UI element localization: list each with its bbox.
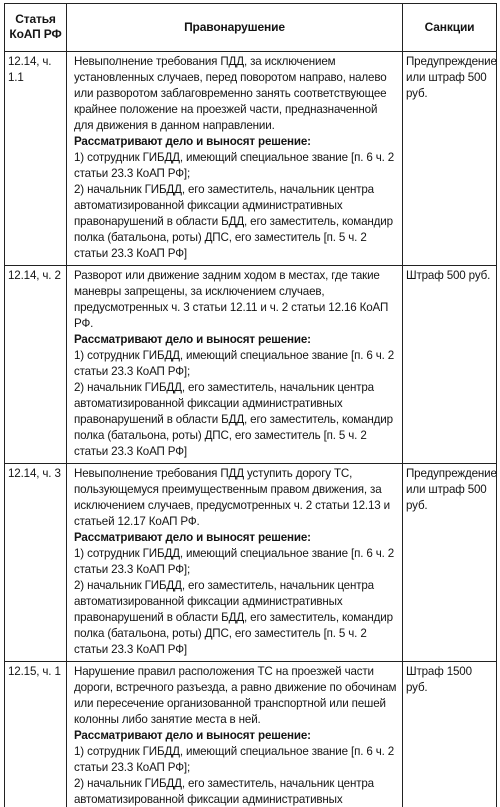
header-article: Статья КоАП РФ	[5, 4, 67, 52]
offense-description: Нарушение правил расположения ТС на проезжей части дороги, встречного разъезда, а равно движение по обочинам или пересечение организованной транспортной или пешей колонны либо занятие места в ней.	[74, 665, 397, 726]
article-cell: 12.14, ч. 2	[5, 266, 67, 464]
sanction-cell: Штраф 500 руб.	[403, 266, 497, 464]
table-row	[5, 464, 497, 662]
offenses-table	[4, 3, 497, 807]
decision-item-2: 2) начальник ГИБДД, его заместитель, начальник центра автоматизированной фиксации административных правонарушений в области БДД, его заместитель, командир полка (батальона, роты) ДПС, его заместитель [п. 5 ч. 2 статьи 23.3 КоАП РФ]	[74, 381, 393, 458]
sanction-cell: Предупреждение или штраф 500 руб.	[403, 52, 497, 266]
offense-cell	[67, 662, 403, 807]
offense-description: Разворот или движение задним ходом в местах, где такие маневры запрещены, за исключением случаев, предусмотренных ч. 3 статьи 12.11 и ч. 2 статьи 12.16 КоАП РФ.	[74, 269, 389, 330]
offense-description: Невыполнение требования ПДД уступить дорогу ТС, пользующемуся преимущественным правом движения, за исключением случаев, предусмотренных ч. 2 статьи 12.13 и статьей 12.17 КоАП РФ.	[74, 467, 390, 528]
article-cell: 12.14, ч. 3	[5, 464, 67, 662]
sanction-cell: Штраф 1500 руб.	[403, 662, 497, 807]
table-row	[5, 52, 497, 266]
decision-item-1: 1) сотрудник ГИБДД, имеющий специальное звание [п. 6 ч. 2 статьи 23.3 КоАП РФ];	[74, 151, 395, 180]
decision-item-1: 1) сотрудник ГИБДД, имеющий специальное звание [п. 6 ч. 2 статьи 23.3 КоАП РФ];	[74, 349, 395, 378]
decision-title: Рассматривают дело и выносят решение:	[74, 333, 311, 346]
article-cell: 12.15, ч. 1	[5, 662, 67, 807]
decision-item-2: 2) начальник ГИБДД, его заместитель, начальник центра автоматизированной фиксации административных правонарушений в области БДД, его заместитель, командир полка (батальона, роты) ДПС, его заместитель [п. 5 ч. 2 статьи 23.3 КоАП РФ]	[74, 579, 393, 656]
table-row	[5, 662, 497, 807]
decision-title: Рассматривают дело и выносят решение:	[74, 531, 311, 544]
decision-title: Рассматривают дело и выносят решение:	[74, 135, 311, 148]
table-row	[5, 266, 497, 464]
article-cell: 12.14, ч. 1.1	[5, 52, 67, 266]
header-offense: Правонарушение	[67, 4, 403, 52]
decision-item-2: 2) начальник ГИБДД, его заместитель, начальник центра автоматизированной фиксации административных	[74, 777, 374, 806]
decision-item-1: 1) сотрудник ГИБДД, имеющий специальное звание [п. 6 ч. 2 статьи 23.3 КоАП РФ];	[74, 547, 395, 576]
decision-title: Рассматривают дело и выносят решение:	[74, 729, 311, 742]
header-sanctions: Санкции	[403, 4, 497, 52]
table-header-row	[5, 4, 497, 52]
offense-cell	[67, 52, 403, 266]
decision-item-2: 2) начальник ГИБДД, его заместитель, начальник центра автоматизированной фиксации административных правонарушений в области БДД, его заместитель, командир полка (батальона, роты) ДПС, его заместитель [п. 5 ч. 2 статьи 23.3 КоАП РФ]	[74, 183, 393, 260]
sanction-cell: Предупреждение или штраф 500 руб.	[403, 464, 497, 662]
offense-cell	[67, 266, 403, 464]
offense-cell	[67, 464, 403, 662]
offense-description: Невыполнение требования ПДД, за исключением установленных случаев, перед поворотом направо, налево или разворотом заблаговременно занять соответствующее крайнее положение на проезжей части, предназначенной для движения в данном направлении.	[74, 55, 387, 132]
decision-item-1: 1) сотрудник ГИБДД, имеющий специальное звание [п. 6 ч. 2 статьи 23.3 КоАП РФ];	[74, 745, 395, 774]
